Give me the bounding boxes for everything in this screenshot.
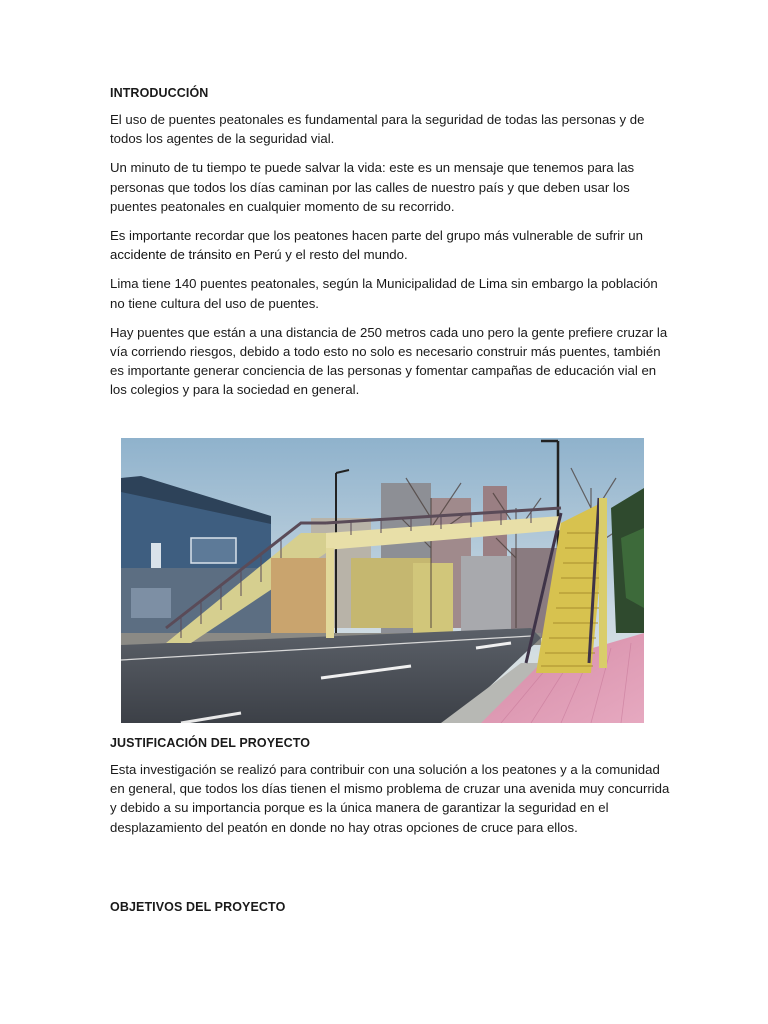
introduction-heading: INTRODUCCIÓN [110, 86, 209, 100]
justification-heading: JUSTIFICACIÓN DEL PROYECTO [110, 736, 311, 750]
intro-paragraph-4: Lima tiene 140 puentes peatonales, según la Municipalidad de Lima sin embargo la población no tiene cultura del uso de puentes. [110, 276, 658, 311]
pedestrian-bridge-photo [121, 438, 644, 723]
intro-paragraph-2: Un minuto de tu tiempo te puede salvar la vida: este es un mensaje que tenemos para las personas que todos los días caminan por las calles de nuestro país y que deben usar los puentes peatonales en cualquier momento de su recorrido. [110, 160, 635, 214]
intro-paragraph-3-end: en Perú y el resto del mundo. [231, 247, 408, 263]
traffic-accident-link[interactable]: accidente de tránsito [110, 247, 232, 263]
intro-paragraph-3 [110, 226, 670, 264]
intro-paragraph-5: Hay puentes que están a una distancia de 250 metros cada uno pero la gente prefiere cruzar la vía corriendo riesgos, debido a todo esto no solo es necesario construir más puentes, también es importante generar conciencia de las personas y fomentar campañas de educación vial en los colegios y para la sociedad en general. [110, 324, 668, 398]
intro-paragraph-3-start: Es importante recordar que los peatones hacen parte del grupo más vulnerable de sufrir un [110, 228, 643, 244]
justification-paragraph: Esta investigación se realizó para contribuir con una solución a los peatones y a la comunidad en general, que todos los días tienen el mismo problema de cruzar una avenida muy concurrida y debido a su importancia porque es la única manera de garantizar la seguridad en el desplazamiento del peatón en donde no hay otras opciones de cruce para ellos. [110, 762, 670, 835]
objectives-heading: OBJETIVOS DEL PROYECTO [110, 900, 286, 914]
pedestrian-bridge-illustration [121, 438, 644, 723]
intro-paragraph-1: El uso de puentes peatonales es fundamental para la seguridad de todas las personas y de todos los agentes de la seguridad vial. [110, 112, 645, 147]
justification-section [110, 736, 670, 847]
introduction-section [110, 86, 670, 410]
objectives-section [110, 900, 670, 924]
